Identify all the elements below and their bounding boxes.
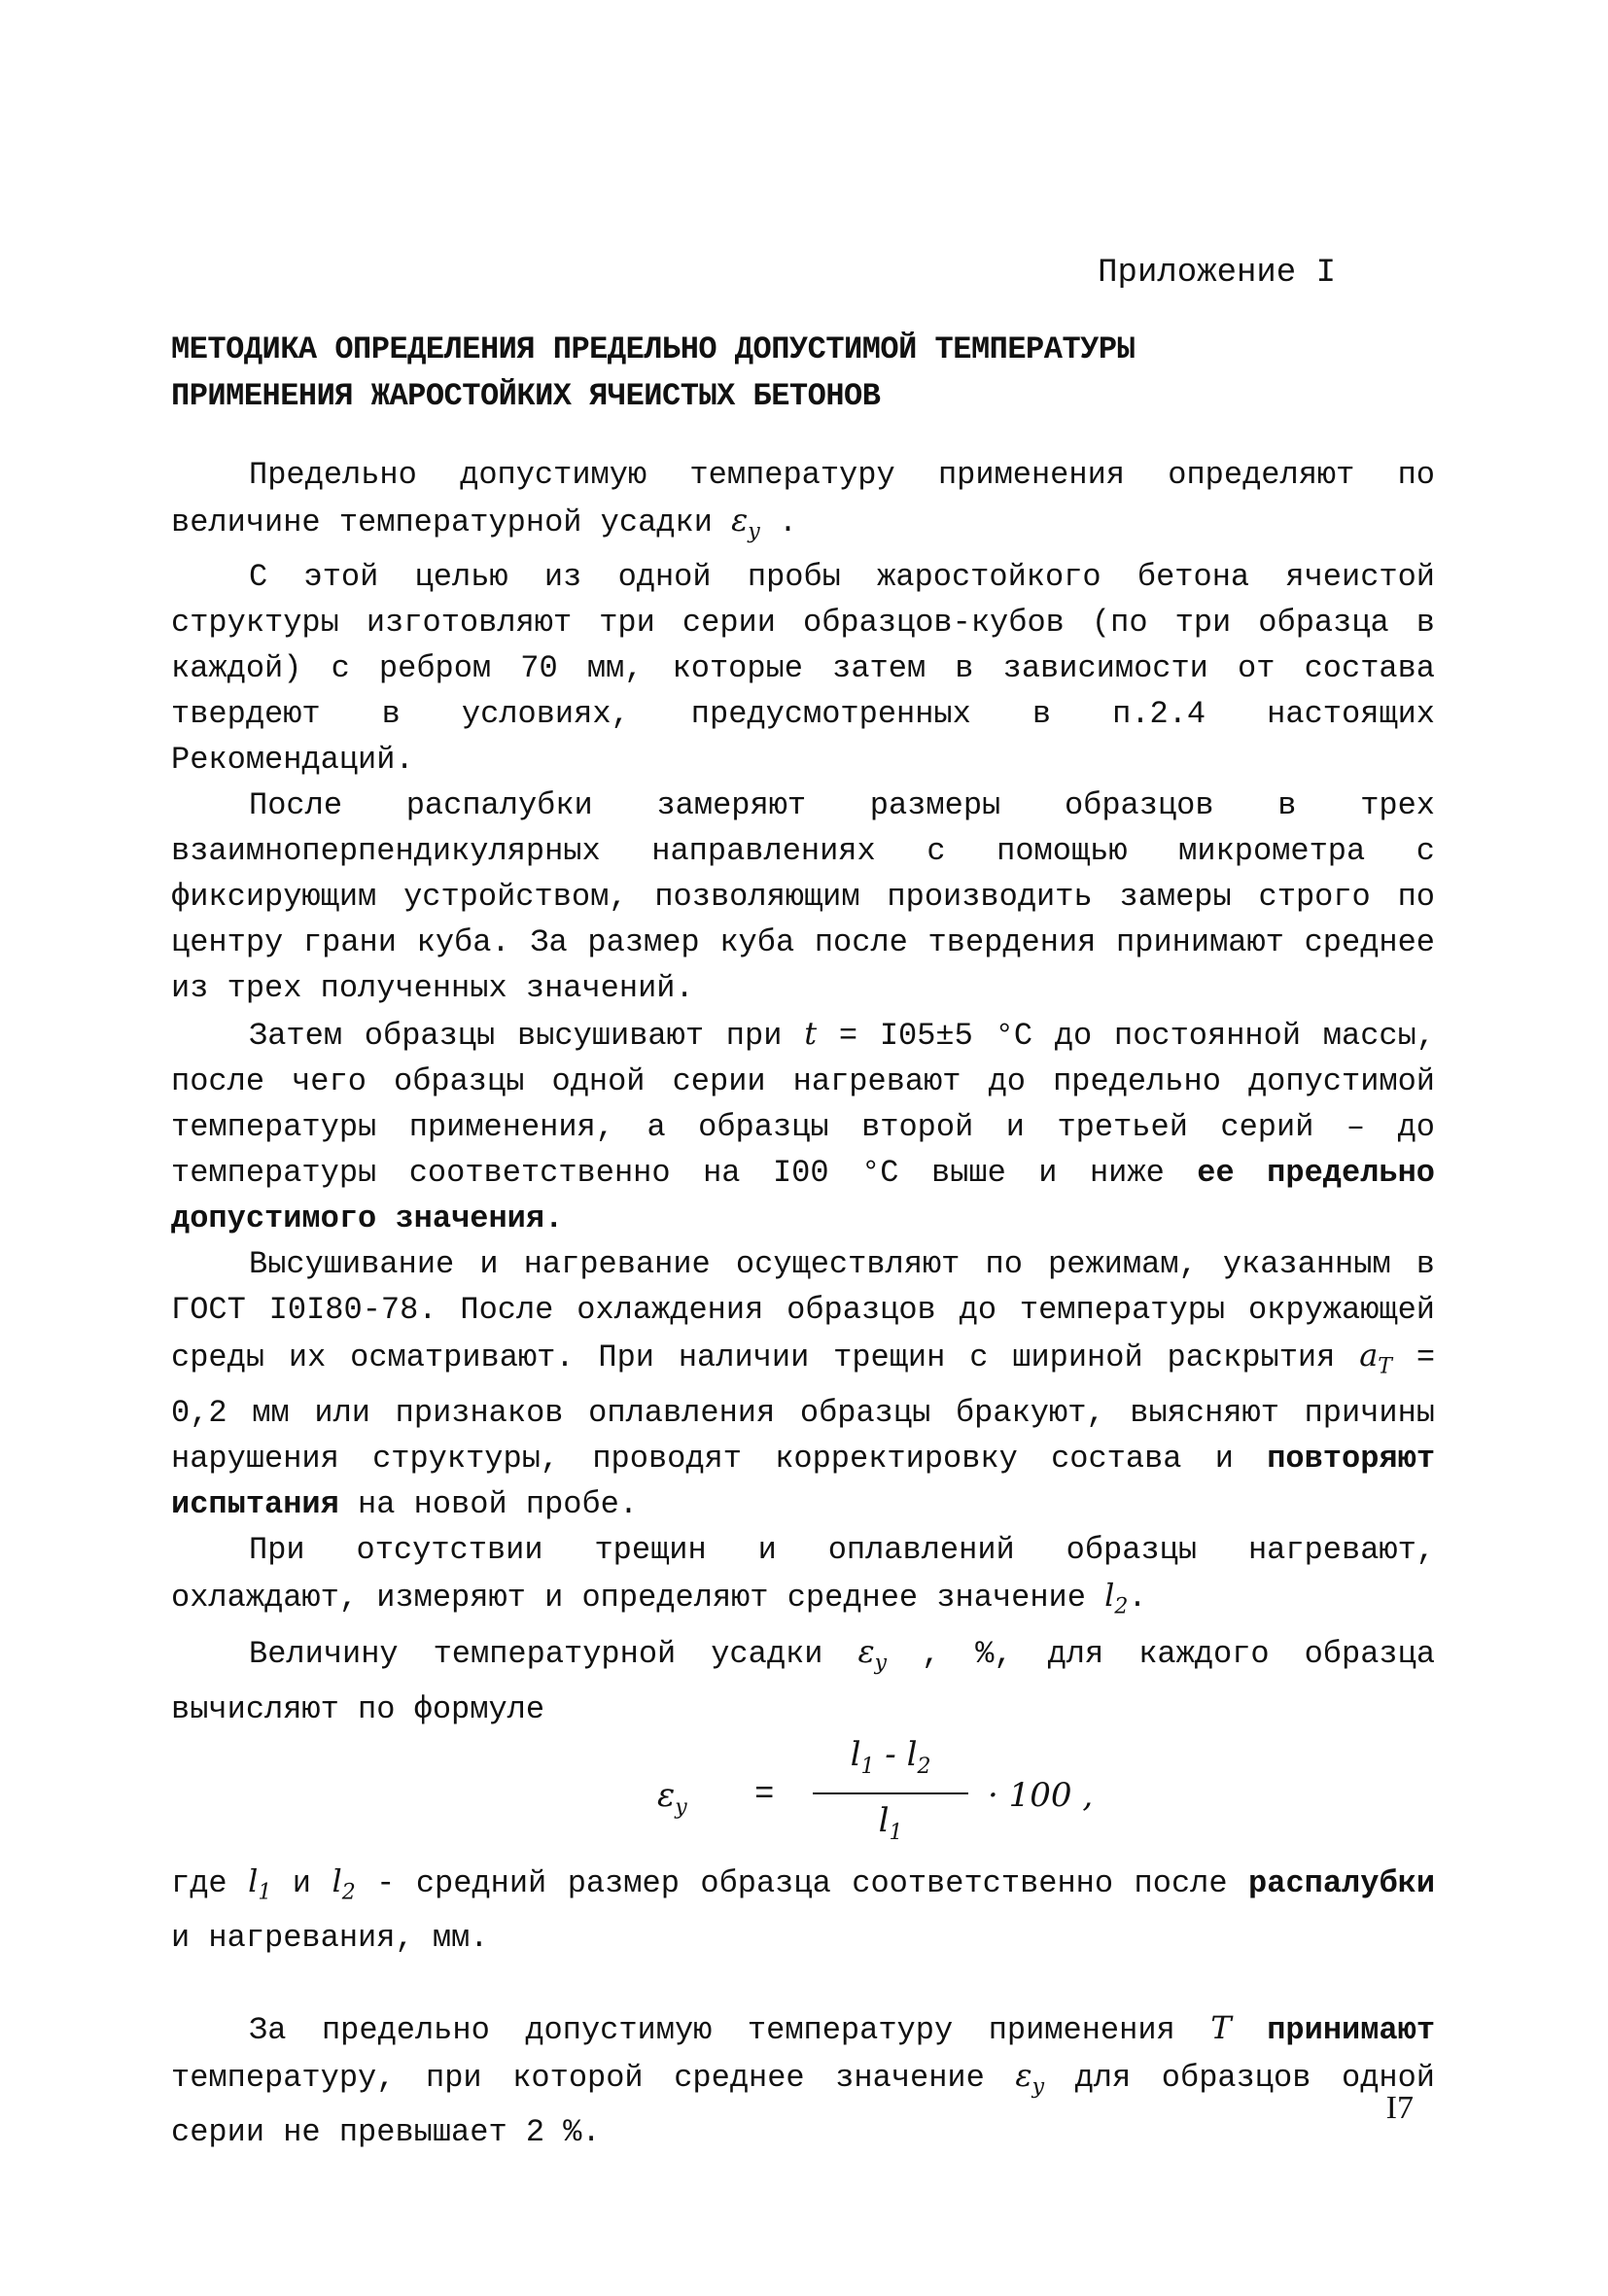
epsilon-symbol: ε [731,502,749,539]
paragraph-4 [171,1011,1435,1241]
shrinkage-formula [171,1732,1435,1859]
paragraph-7 [171,1629,1435,1731]
one-subscript: 1 [889,1821,903,1846]
p6-part-a: При отсутствии трещин и оплавлений образцы нагревают, охлаждают, измеряют и определяют среднее значение [171,1531,1435,1616]
y-subscript: y [874,1651,888,1676]
where-and: и [292,1864,311,1901]
y-subscript: y [748,519,760,544]
paragraph-2: С этой целью из одной пробы жаростойкого бетона ячеистой структуры изготовляют три серии образцов-кубов (по три образца в каждой) с ребром 70 мм, которые затем в зависимости от состава твердеют в условиях, предусмотренных в п.2.4 настоящих Рекомендаций. [171,559,1435,779]
p7-part-a: Величину температурной усадки [249,1636,823,1673]
paragraph-5 [171,1241,1435,1526]
appendix-label: Приложение I [1098,255,1336,292]
p4-part-b: = I05±5 °С до постоянной массы, после чего образцы одной серии нагревают до предельно допустимой температуры применения, а образцы второй и третьей серий – до температуры соответственно на I00 °С выше и ниже [171,1018,1436,1192]
p4-part-a: Затем образцы высушивают при [249,1018,783,1055]
two-subscript: 2 [341,1879,356,1904]
p8-part-b: температуру, при которой среднее значение [171,2059,985,2096]
title-line-2: ПРИМЕНЕНИЯ ЖАРОСТОЙКИХ ЯЧЕИСТЫХ БЕТОНОВ [171,378,881,414]
title-line-1: МЕТОДИКА ОПРЕДЕЛЕНИЯ ПРЕДЕЛЬНО ДОПУСТИМОЙ ТЕМПЕРАТУРЫ [171,331,1136,367]
t-symbol: t [804,1015,818,1053]
p8-bold: принимают [1267,2011,1436,2048]
formula-fraction [813,1732,968,1857]
p5-part-a: Высушивание и нагревание осуществляют по режимам, указанным в ГОСТ I0I80-78. После охлаждения образцов до температуры окружающей среды их осматривают. При наличии трещин с шириной раскрытия [171,1246,1435,1376]
document-body [171,452,1435,2155]
formula-numerator [813,1732,968,1795]
y-subscript: y [675,1794,687,1820]
paragraph-3: После распалубки замеряют размеры образцов в трех взаимноперпендикулярных направлениях с помощью микрометра с фиксирующим устройством, позволяющим производить замеры строго по центру грани куба. За размер куба после твердения принимают среднее из трех полученных значений. [171,787,1435,1007]
p6-end: . [1128,1579,1147,1616]
p8-part-c: для образцов одной серии не превышает 2 %. [171,2059,1435,2151]
t-subscript: T [1378,1354,1392,1379]
l-symbol: l [906,1734,918,1774]
p1-text: Предельно допустимую температуру применения определяют по величине температурной усадки [171,457,1435,540]
epsilon-symbol: ε [657,1775,676,1815]
document-title [171,327,1135,420]
where-bold: распалубки [1248,1864,1436,1901]
paragraph-6 [171,1527,1435,1629]
where-end: и нагревания, мм. [171,1919,489,1956]
l-symbol: l [248,1861,259,1899]
where-clause [171,1859,1435,1961]
l-symbol: l [878,1801,890,1841]
l-symbol: l [850,1734,861,1774]
p8-part-a: За предельно допустимую температуру применения [249,2011,1175,2048]
formula-lhs [657,1773,687,1830]
one-subscript: 1 [258,1879,272,1904]
l-symbol: l [1104,1576,1115,1614]
formula-equals: = [754,1776,775,1814]
minus-sign: - [885,1734,896,1774]
paragraph-8 [171,2005,1435,2155]
p4-bold: ее предельно допустимого значения. [171,1155,1436,1237]
a-symbol: a [1359,1337,1379,1374]
paragraph-1 [171,452,1435,554]
epsilon-symbol: ε [1015,2056,1032,2094]
epsilon-symbol: ε [857,1633,875,1671]
p5-part-c: на новой пробе. [358,1485,639,1522]
where-lead: где [171,1864,227,1901]
p5-bold: повторяют испытания [171,1440,1436,1522]
page-number: I7 [1385,2090,1414,2126]
one-subscript: 1 [860,1754,875,1779]
formula-rhs: · 100 , [988,1775,1094,1815]
p5-part-b: = 0,2 мм или признаков оплавления образцы бракуют, выясняют причины нарушения структуры, проводят корректировку состава и [171,1339,1436,1477]
y-subscript: y [1031,2074,1045,2100]
T-symbol: T [1210,2008,1232,2046]
formula-denominator [813,1794,968,1856]
where-text: - средний размер образца соответственно после [376,1864,1228,1901]
l-symbol: l [332,1861,342,1899]
p7-part-b: , %, для каждого образца вычисляют по формуле [171,1636,1436,1727]
p1-end: . [778,504,798,540]
two-subscript: 2 [917,1754,931,1779]
two-subscript: 2 [1114,1594,1129,1619]
